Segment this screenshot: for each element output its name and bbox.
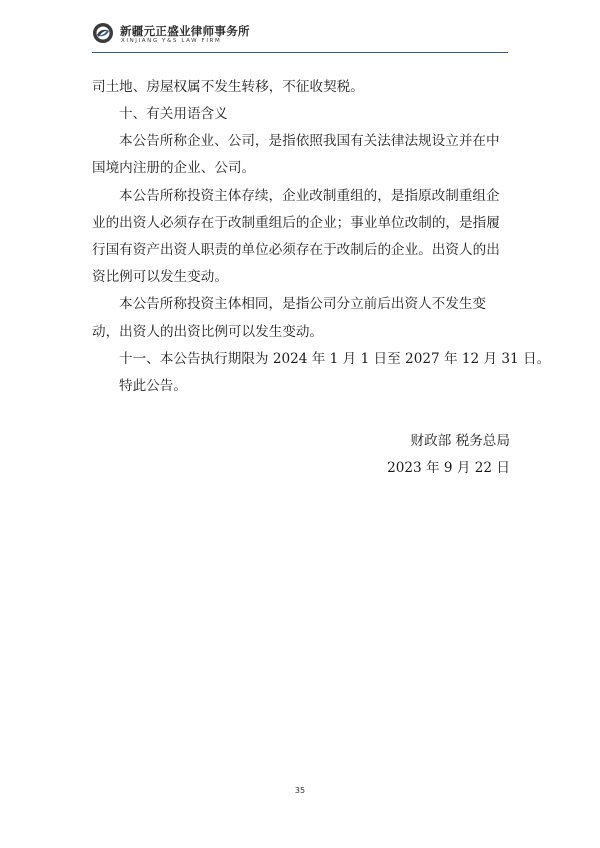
issue-date: 2023 年 9 月 22 日 bbox=[387, 460, 510, 476]
body-line-1: 司土地、房屋权属不发生转移，不征收契税。 bbox=[92, 79, 364, 95]
body-line-7: 行国有资产出资人职责的单位必须存在于改制后的企业。出资人的出 bbox=[92, 242, 500, 258]
body-line-4: 国境内注册的企业、公司。 bbox=[92, 160, 256, 176]
firm-name-cn: 新疆元正盛业律师事务所 bbox=[120, 24, 250, 38]
body-line-11: 十一、本公告执行期限为 2024 年 1 月 1 日至 2027 年 12 月 31 日。 bbox=[119, 351, 551, 367]
firm-name-en: XINJIANG Y&S LAW FIRM bbox=[121, 38, 222, 44]
header-divider bbox=[92, 52, 508, 53]
body-line-3: 本公告所称企业、公司，是指依照我国有关法律法规设立并在中 bbox=[119, 133, 500, 149]
body-line-10: 动，出资人的出资比例可以发生变动。 bbox=[92, 324, 324, 340]
body-line-8: 资比例可以发生变动。 bbox=[92, 269, 228, 285]
letterhead bbox=[92, 22, 512, 52]
body-line-6: 业的出资人必须存在于改制重组后的企业；事业单位改制的，是指履 bbox=[92, 215, 500, 231]
page-number: 35 bbox=[294, 786, 306, 795]
body-line-9: 本公告所称投资主体相同，是指公司分立前后出资人不发生变 bbox=[119, 296, 487, 312]
body-line-5: 本公告所称投资主体存续，企业改制重组的，是指原改制重组企 bbox=[119, 188, 500, 204]
firm-logo-icon bbox=[92, 22, 114, 44]
section-heading-terms: 十、有关用语含义 bbox=[119, 106, 228, 122]
issuer-signature: 财政部 税务总局 bbox=[410, 433, 510, 449]
body-line-12: 特此公告。 bbox=[119, 378, 187, 394]
